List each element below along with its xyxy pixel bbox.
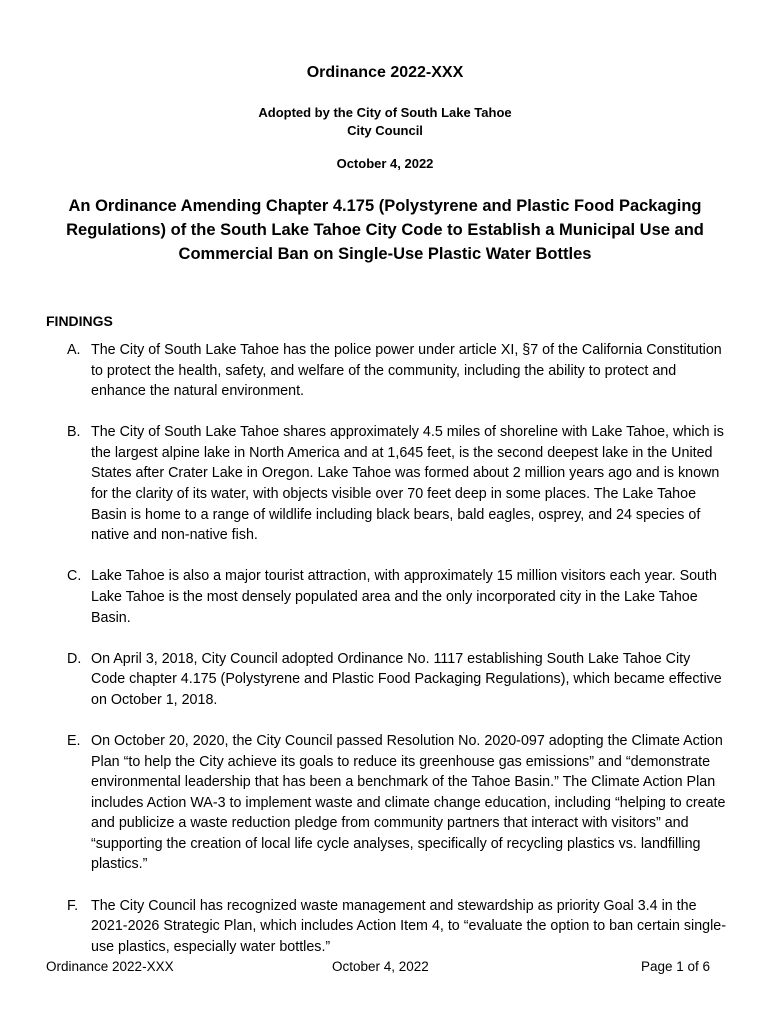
finding-letter: C.: [67, 568, 82, 585]
finding-item: [67, 422, 727, 546]
document-date: October 4, 2022: [336, 156, 434, 171]
finding-item: [67, 566, 727, 628]
finding-text: The City of South Lake Tahoe has the police power under article XI, §7 of the California Constitution to protect the health, safety, and welfare of the community, including the ability to protect and enhance the natural environment.: [91, 342, 722, 400]
finding-text: On October 20, 2020, the City Council passed Resolution No. 2020-097 adopting the Climate Action Plan “to help the City achieve its goals to reduce its greenhouse gas emissions” and “demonstrate environmental leadership that has been a benchmark of the Tahoe Basin.” The Climate Action Plan includes Action WA-3 to implement waste and climate change education, including “helping to create and publicize a waste reduction pledge from community partners that interact with visitors” and “supporting the creation of local life cycle analyses, specifically of recycling plastics vs. landfilling plastics.”: [91, 732, 726, 873]
footer-ordinance: Ordinance 2022-XXX: [46, 959, 174, 974]
finding-text: Lake Tahoe is also a major tourist attraction, with approximately 15 million visitors each year. South Lake Tahoe is the most densely populated area and the only incorporated city in the Lake Tahoe Basin.: [91, 568, 717, 626]
finding-text: The City of South Lake Tahoe shares approximately 4.5 miles of shoreline with Lake Tahoe, which is the largest alpine lake in North America and at 1,645 feet, is the second deepest lake in the United States after Crater Lake in Oregon. Lake Tahoe was formed about 2 million years ago and is known for the clarity of its water, with objects visible over 70 feet deep in some places. The Lake Tahoe Basin is home to a range of wildlife including black bears, bald eagles, osprey, and 24 species of native and non-native fish.: [91, 424, 724, 544]
findings-label: FINDINGS: [46, 313, 113, 329]
adopted-line-1: Adopted by the City of South Lake Tahoe: [258, 105, 512, 120]
finding-letter: A.: [67, 342, 81, 358]
adopted-line-2: City Council: [347, 123, 423, 138]
finding-item: [67, 731, 727, 875]
finding-item: [67, 896, 727, 958]
finding-letter: E.: [67, 732, 81, 749]
finding-letter: D.: [67, 650, 82, 667]
finding-item: [67, 649, 727, 711]
finding-text: The City Council has recognized waste management and stewardship as priority Goal 3.4 in the 2021-2026 Strategic Plan, which includes Action Item 4, to “evaluate the option to ban certain single-use plastics, especially water bottles.”: [91, 897, 727, 955]
finding-text: On April 3, 2018, City Council adopted Ordinance No. 1117 establishing South Lake Tahoe City Code chapter 4.175 (Polystyrene and Plastic Food Packaging Regulations), which became effective on October 1, 2018.: [91, 650, 722, 708]
footer-date: October 4, 2022: [332, 959, 429, 974]
finding-item: [67, 340, 727, 402]
adopted-by: [0, 104, 770, 140]
finding-letter: F.: [67, 897, 79, 914]
finding-letter: B.: [67, 424, 81, 441]
ordinance-heading: An Ordinance Amending Chapter 4.175 (Polystyrene and Plastic Food Packaging Regulations) of the South Lake Tahoe City Code to Establish a Municipal Use and Commercial Ban on Single-Use Plastic Water Bottles: [66, 197, 704, 263]
footer-page-number: Page 1 of 6: [640, 959, 710, 974]
document-title: Ordinance 2022-XXX: [306, 64, 464, 81]
findings-list: [67, 340, 727, 978]
